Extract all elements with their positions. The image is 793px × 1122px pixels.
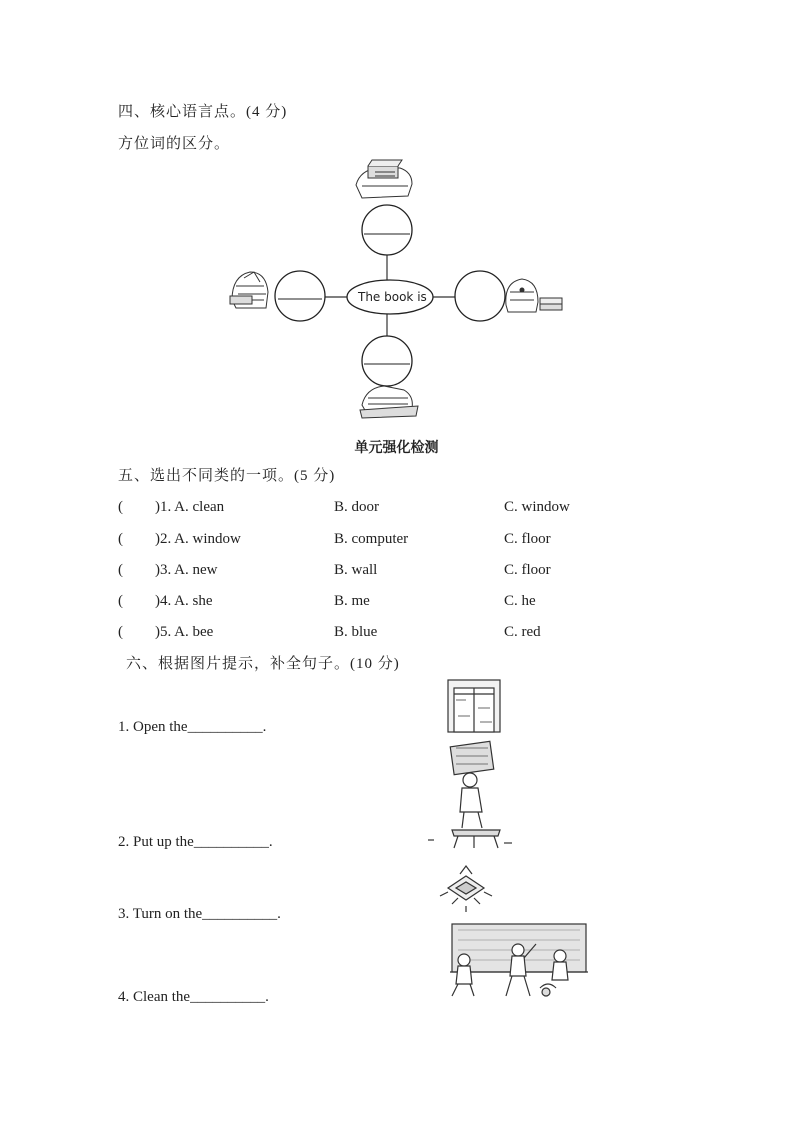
answer-paren[interactable]: ( (118, 624, 123, 640)
fill-item-turn-on[interactable]: 3. Turn on the__________. (118, 906, 281, 922)
answer-paren[interactable]: ( (118, 562, 123, 578)
book-beside-bag-left-image (230, 272, 268, 308)
option-b: B. me (334, 593, 370, 609)
fill-item-open[interactable]: 1. Open the__________. (118, 719, 267, 735)
option-a: )2. A. window (155, 531, 241, 547)
option-b: B. wall (334, 562, 378, 578)
option-c: C. red (504, 624, 541, 640)
put-up-picture-image (428, 741, 512, 848)
fill-item-put-up[interactable]: 2. Put up the__________. (118, 834, 273, 850)
book-on-bag-image (356, 160, 412, 198)
option-c: C. he (504, 593, 536, 609)
section-5-heading: 五、选出不同类的一项。(5 分) (118, 468, 336, 484)
option-c: C. window (504, 499, 570, 515)
clean-blackboard-image (450, 924, 588, 996)
section-4-subheading: 方位词的区分。 (118, 136, 231, 152)
option-b: B. computer (334, 531, 409, 547)
option-b: B. blue (334, 624, 378, 640)
diagram-center-label: The book is (358, 290, 427, 304)
option-c: C. floor (504, 562, 551, 578)
answer-circle-left[interactable] (275, 271, 325, 321)
answer-paren[interactable]: ( (118, 531, 123, 547)
answer-circle-right[interactable] (455, 271, 505, 321)
book-under-bag-image (360, 386, 418, 418)
window-image (448, 680, 500, 732)
section-6-heading: 六、根据图片提示，补全句子。(10 分) (126, 656, 400, 672)
option-a: )3. A. new (155, 562, 218, 578)
answer-paren[interactable]: ( (118, 499, 123, 515)
option-c: C. floor (504, 531, 551, 547)
option-a: )5. A. bee (155, 624, 214, 640)
answer-circle-top[interactable] (362, 205, 412, 255)
section-4-heading: 四、核心语言点。(4 分) (118, 104, 288, 120)
fill-item-clean[interactable]: 4. Clean the__________. (118, 989, 269, 1005)
answer-paren[interactable]: ( (118, 593, 123, 609)
answer-circle-bottom[interactable] (362, 336, 412, 386)
option-a: )4. A. she (155, 593, 213, 609)
light-image (440, 866, 492, 912)
unit-title: 单元强化检测 (354, 440, 439, 456)
option-b: B. door (334, 499, 379, 515)
option-a: )1. A. clean (155, 499, 225, 515)
book-beside-bag-right-image (506, 279, 562, 312)
